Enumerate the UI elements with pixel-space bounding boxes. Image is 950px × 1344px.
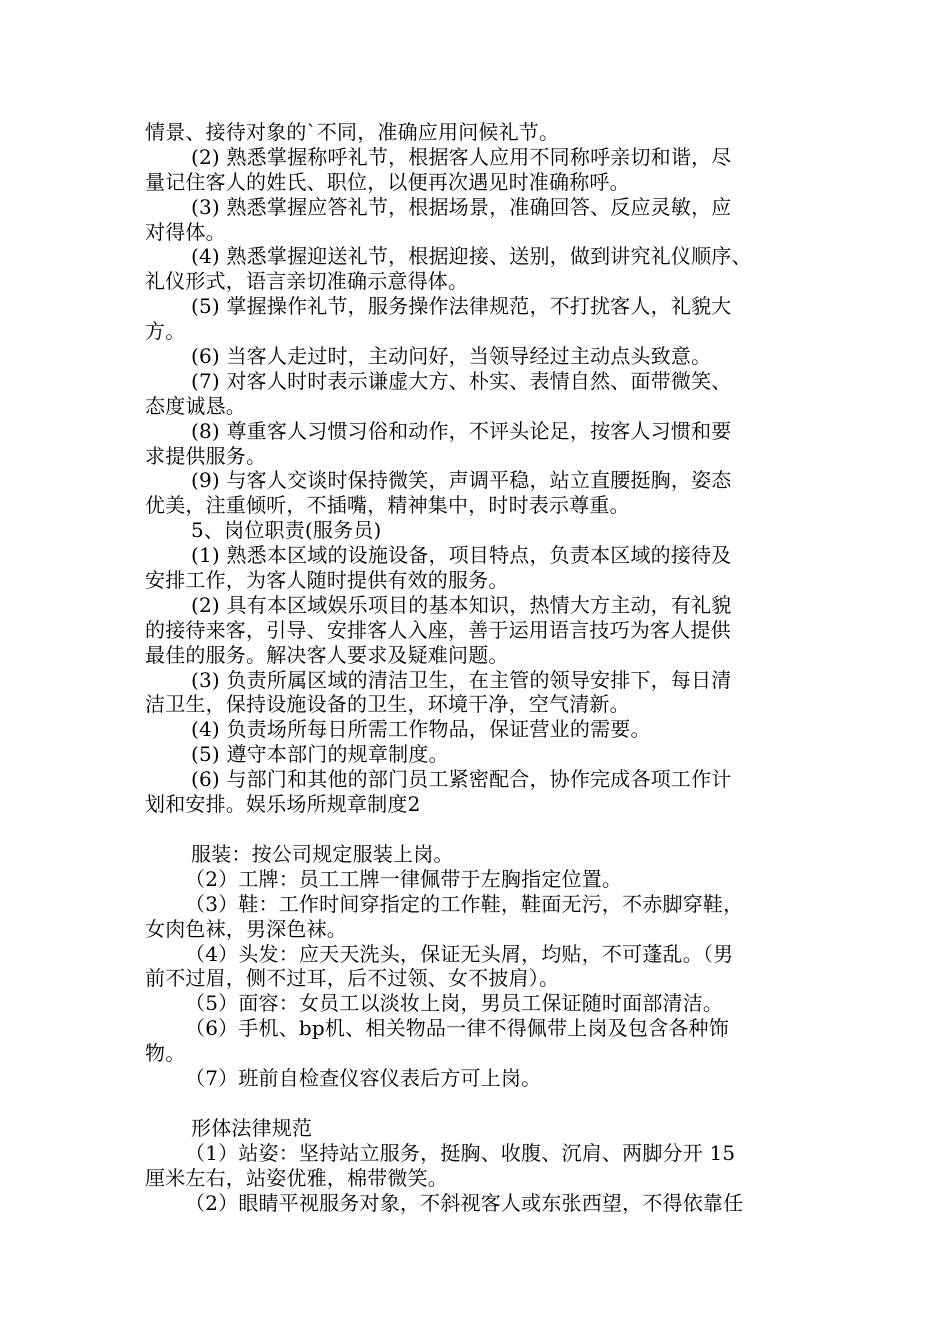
text-line: 划和安排。娱乐场所规章制度2 [145, 792, 421, 817]
text-line: 对得体。 [145, 219, 226, 244]
list-item: (7) 对客人时时表示谦虚大方、朴实、表情自然、面带微笑、 [191, 368, 732, 393]
text-line: 方。 [145, 319, 186, 344]
text-line: 态度诚恳。 [145, 393, 246, 418]
list-item: (3) 负责所属区域的清洁卫生，在主管的领导安排下，每日清 [191, 667, 732, 692]
text-line: 物。 [145, 1041, 186, 1066]
text-line: 厘米左右，站姿优雅，棉带微笑。 [145, 1165, 448, 1190]
list-item: (4) 熟悉掌握迎送礼节，根据迎接、送别，做到讲究礼仪顺序、 [191, 244, 752, 269]
text-line: 量记住客人的姓氏、职位，以便再次遇见时准确称呼。 [145, 169, 630, 194]
text-line: 安排工作，为客人随时提供有效的服务。 [145, 568, 509, 593]
list-item: (6) 与部门和其他的部门员工紧密配合，协作完成各项工作计 [191, 767, 732, 792]
text-line: 前不过眉，侧不过耳，后不过领、女不披肩）。 [145, 966, 560, 991]
list-item: (2) 熟悉掌握称呼礼节，根据客人应用不同称呼亲切和谐，尽 [191, 144, 732, 169]
list-item: （3）鞋：工作时间穿指定的工作鞋，鞋面无污，不赤脚穿鞋， [185, 891, 744, 916]
list-item: （6）手机、bp机、相关物品一律不得佩带上岗及包含各种饰 [185, 1016, 729, 1041]
paragraph-gap [145, 817, 815, 842]
list-item: (2) 具有本区域娱乐项目的基本知识，热情大方主动，有礼貌 [191, 592, 732, 617]
list-item: (3) 熟悉掌握应答礼节，根据场景，准确回答、反应灵敏，应 [191, 194, 732, 219]
section-heading: 5、岗位职责(服务员) [191, 518, 382, 543]
list-item: （1）站姿：坚持站立服务，挺胸、收腹、沉肩、两脚分开 15 [185, 1140, 736, 1165]
section-heading: 服装：按公司规定服装上岗。 [191, 841, 454, 866]
list-item: （2）眼睛平视服务对象，不斜视客人或东张西望，不得依靠任 [185, 1190, 744, 1215]
list-item: （5）面容：女员工以淡妆上岗，男员工保证随时面部清洁。 [185, 991, 724, 1016]
list-item: (9) 与客人交谈时保持微笑，声调平稳，站立直腰挺胸，姿态 [191, 468, 732, 493]
list-item: (4) 负责场所每日所需工作物品，保证营业的需要。 [191, 717, 651, 742]
list-item: （4）头发：应天天洗头，保证无头屑，均贴，不可蓬乱。（男 [185, 941, 734, 966]
document-body [145, 120, 815, 1215]
text-line: 洁卫生，保持设施设备的卫生，环境干净，空气清新。 [145, 692, 630, 717]
list-item: （7）班前自检查仪容仪表后方可上岗。 [185, 1065, 542, 1090]
text-line: 礼仪形式，语言亲切准确示意得体。 [145, 269, 469, 294]
paragraph-gap [145, 1091, 815, 1116]
text-line: 女肉色袜，男深色袜。 [145, 916, 347, 941]
list-item: (5) 遵守本部门的规章制度。 [191, 742, 449, 767]
list-item: (8) 尊重客人习惯习俗和动作，不评头论足，按客人习惯和要 [191, 418, 732, 443]
list-item: (1) 熟悉本区域的设施设备，项目特点，负责本区域的接待及 [191, 543, 732, 568]
text-line: 的接待来客，引导、安排客人入座，善于运用语言技巧为客人提供 [145, 617, 731, 642]
text-line: 求提供服务。 [145, 443, 267, 468]
list-item: (6) 当客人走过时，主动问好，当领导经过主动点头致意。 [191, 344, 712, 369]
text-line: 情景、接待对象的`不同，准确应用问候礼节。 [145, 120, 560, 144]
text-line: 最佳的服务。解决客人要求及疑难问题。 [145, 642, 509, 667]
list-item: (5) 掌握操作礼节，服务操作法律规范，不打扰客人，礼貌大 [191, 294, 732, 319]
text-line: 优美，注重倾听，不插嘴，精神集中，时时表示尊重。 [145, 493, 630, 518]
list-item: （2）工牌：员工工牌一律佩带于左胸指定位置。 [185, 866, 623, 891]
section-heading: 形体法律规范 [191, 1115, 313, 1140]
